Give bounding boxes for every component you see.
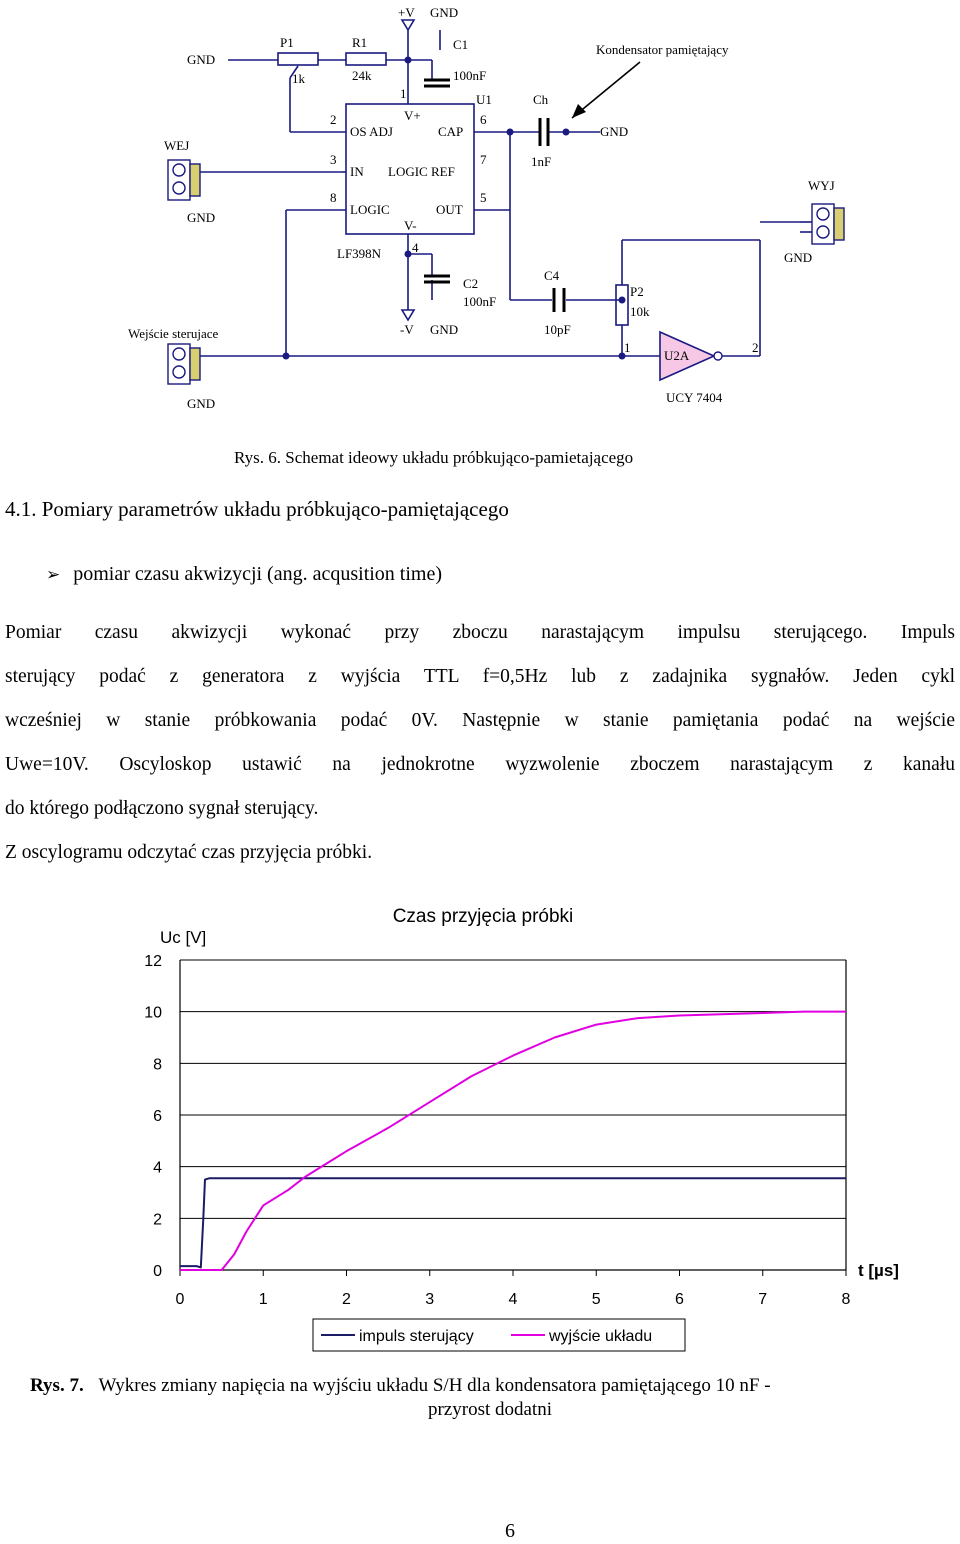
label-gnd-bot: GND (430, 322, 459, 337)
schematic-wiring (0, 0, 960, 430)
label-u2-pin1: 1 (624, 340, 631, 355)
x-tick-label: 7 (758, 1291, 768, 1308)
series-line (180, 1012, 846, 1270)
bullet-arrow-icon: ➢ (46, 565, 61, 585)
label-p2: P2 (630, 284, 644, 299)
label-p1: P1 (280, 35, 294, 50)
legend-label: wyjście układu (549, 1328, 653, 1345)
label-kondensator: Kondensator pamiętający (596, 42, 729, 57)
label-in: IN (350, 164, 364, 179)
label-pin6: 6 (480, 112, 487, 127)
figure7-text: Wykres zmiany napięcia na wyjściu układu S/H dla kondensatora pamiętającego 10 nF - (98, 1375, 771, 1396)
figure7-caption-line1 (30, 1375, 950, 1397)
label-gnd-wyj: GND (784, 250, 813, 265)
chart-svg (0, 890, 960, 1360)
label-gnd-in: GND (187, 52, 216, 67)
label-gnd-ster: GND (187, 396, 216, 411)
x-tick-label: 5 (591, 1291, 601, 1308)
page-number: 6 (505, 1520, 515, 1542)
label-c4: C4 (544, 268, 560, 283)
chart-title: Czas przyjęcia próbki (392, 906, 574, 927)
label-r1: R1 (352, 35, 368, 50)
label-pin2: 2 (330, 112, 337, 127)
x-tick-label: 4 (508, 1291, 518, 1308)
label-gnd-ch: GND (600, 124, 629, 139)
label-pin5: 5 (480, 190, 487, 205)
figure7-label: Rys. 7. (30, 1375, 84, 1396)
label-ch-val: 1nF (531, 154, 552, 169)
schematic (0, 0, 960, 430)
section-heading: 4.1. Pomiary parametrów układu próbkująco-pamiętającego (5, 497, 509, 521)
figure7-caption (30, 1375, 950, 1421)
paragraph-line: wcześniej w stanie próbkowania podać 0V. Następnie w stanie pamiętania podać na wejście (5, 710, 955, 731)
label-c4-val: 10pF (544, 322, 571, 337)
label-pin3: 3 (330, 152, 337, 167)
paragraph (5, 611, 955, 875)
paragraph-line: Uwe=10V. Oscyloskop ustawić na jednokrotne wyzwolenie zboczem narastającym z kanału (5, 754, 955, 775)
bullet-text: pomiar czasu akwizycji (ang. acqusition time) (73, 563, 443, 585)
label-p1-val: 1k (292, 71, 305, 86)
label-vplus: V+ (404, 108, 421, 123)
y-tick-label: 4 (153, 1159, 162, 1177)
label-ucy: UCY 7404 (666, 390, 723, 405)
label-u2-pin2: 2 (752, 340, 759, 355)
label-vminus-bot: -V (400, 322, 414, 337)
label-logic-ref: LOGIC REF (388, 164, 455, 179)
paragraph-line: Pomiar czasu akwizycji wykonać przy zboczu narastającym impulsu sterującego. Impuls (5, 622, 955, 643)
label-c2: C2 (463, 276, 479, 291)
label-u1: U1 (476, 92, 492, 107)
label-pin4: 4 (412, 240, 419, 255)
bullet-item (46, 563, 442, 586)
label-c2-val: 100nF (463, 294, 497, 309)
x-tick-label: 2 (342, 1291, 351, 1308)
series-line (180, 1178, 846, 1267)
label-pin1: 1 (400, 86, 407, 101)
label-gnd-wej: GND (187, 210, 216, 225)
label-wejscie-ster: Wejście sterujace (128, 326, 219, 341)
label-u2a: U2A (664, 348, 690, 363)
y-tick-label: 8 (153, 1056, 162, 1074)
y-tick-label: 10 (144, 1004, 162, 1022)
chart (0, 890, 960, 1360)
x-tick-label: 8 (841, 1291, 851, 1308)
figure6-caption: Rys. 6. Schemat ideowy układu próbkująco-pamietającego (234, 448, 634, 467)
x-axis-label: t [µs] (858, 1261, 899, 1280)
label-c1-val: 100nF (453, 68, 487, 83)
y-tick-label: 6 (153, 1108, 162, 1125)
label-logic: LOGIC (350, 202, 390, 217)
label-pin7: 7 (480, 152, 487, 167)
label-p2-val: 10k (630, 304, 650, 319)
label-r1-val: 24k (352, 68, 372, 83)
label-out: OUT (436, 202, 463, 217)
y-tick-label: 0 (153, 1263, 162, 1280)
figure7-caption-line2: przyrost dodatni (427, 1399, 552, 1420)
legend-label: impuls sterujący (359, 1328, 474, 1345)
y-tick-label: 2 (153, 1211, 162, 1229)
x-tick-label: 3 (425, 1291, 435, 1308)
paragraph-line: sterujący podać z generatora z wyjścia TTL f=0,5Hz lub z zadajnika sygnałów. Jeden cykl (5, 666, 955, 687)
label-os-adj: OS ADJ (350, 124, 393, 139)
label-gnd-top: GND (430, 5, 459, 20)
label-ch: Ch (533, 92, 549, 107)
y-tick-label: 12 (144, 953, 162, 970)
x-tick-label: 6 (675, 1291, 684, 1308)
label-vplus-top: +V (398, 5, 415, 20)
y-axis-label: Uc [V] (160, 928, 207, 947)
label-pin8: 8 (330, 190, 337, 205)
label-vminus: V- (404, 218, 417, 233)
x-tick-label: 0 (175, 1291, 185, 1308)
label-c1: C1 (453, 37, 469, 52)
x-tick-label: 1 (258, 1291, 268, 1308)
label-wyj: WYJ (808, 178, 835, 193)
label-lf398n: LF398N (337, 246, 382, 261)
paragraph-line: do którego podłączono sygnał sterujący. (5, 798, 319, 819)
label-wej: WEJ (164, 138, 190, 153)
label-cap: CAP (438, 124, 464, 139)
paragraph-last-line: Z oscylogramu odczytać czas przyjęcia próbki. (5, 842, 373, 863)
